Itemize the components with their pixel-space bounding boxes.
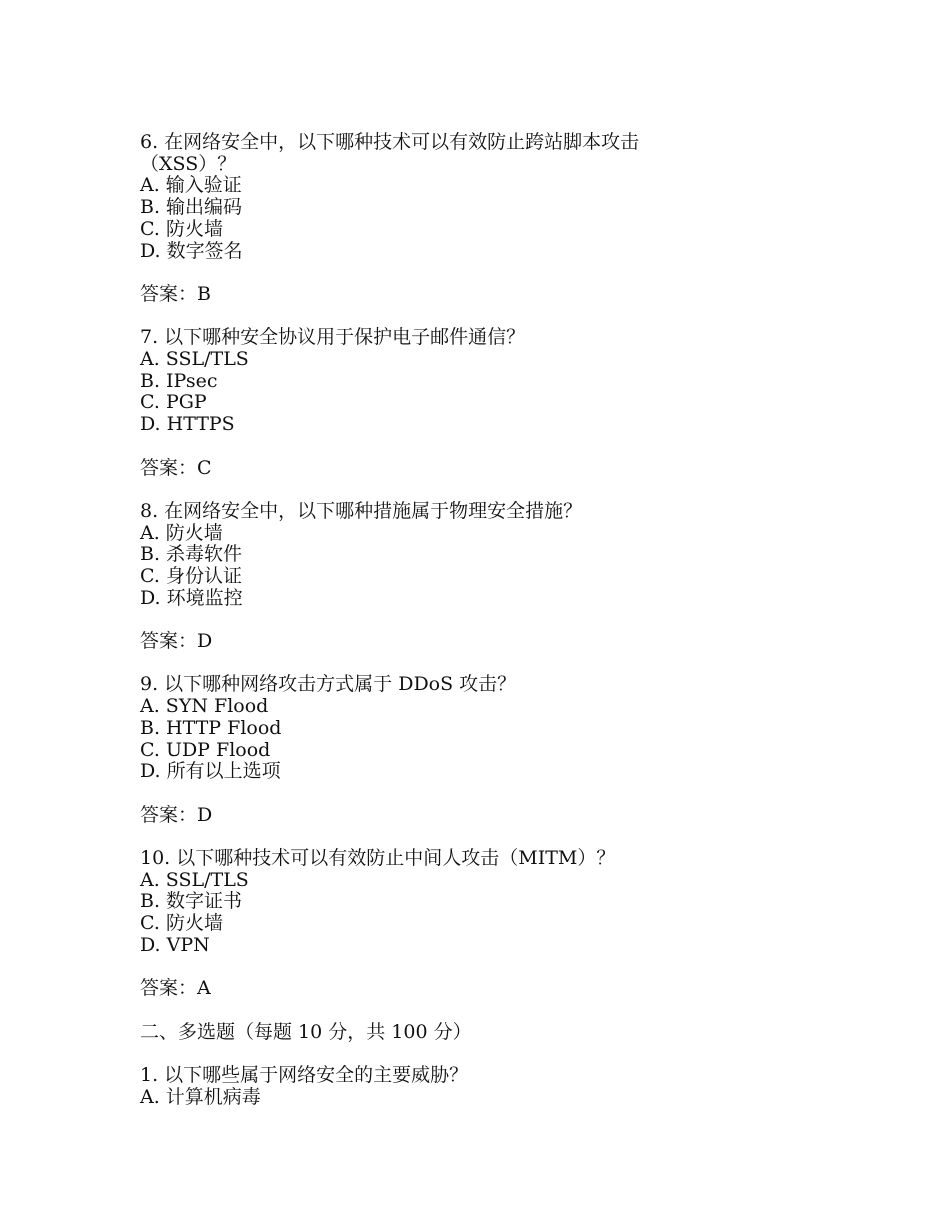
question-stem: 1. 以下哪些属于网络安全的主要威胁？ <box>140 1064 469 1087</box>
option-a: A. SYN Flood <box>140 695 269 718</box>
option-b: B. IPsec <box>140 369 218 392</box>
answer: 答案：D <box>140 803 213 826</box>
option-b: B. 杀毒软件 <box>140 543 243 566</box>
answer: 答案：B <box>140 282 211 305</box>
question-7 <box>140 327 840 501</box>
question-8 <box>140 501 840 675</box>
spacer <box>140 653 840 675</box>
option-a: A. 输入验证 <box>140 174 242 197</box>
spacer <box>140 957 840 979</box>
answer: 答案：A <box>140 977 211 1000</box>
option-d: D. 数字签名 <box>140 239 243 262</box>
option-b: B. HTTP Flood <box>140 716 282 739</box>
option-d: D. 所有以上选项 <box>140 760 281 783</box>
question-stem: 9. 以下哪种网络攻击方式属于 DDoS 攻击？ <box>140 673 517 696</box>
question-stem: 10. 以下哪种技术可以有效防止中间人攻击（MITM）？ <box>140 847 616 870</box>
option-a: A. 防火墙 <box>140 521 223 544</box>
option-c: C. 身份认证 <box>140 565 242 587</box>
spacer <box>140 436 840 458</box>
option-c: C. UDP Flood <box>140 738 271 761</box>
spacer <box>140 306 840 328</box>
option-d: D. HTTPS <box>140 413 235 436</box>
question-stem: （XSS）？ <box>140 152 237 175</box>
spacer <box>140 479 840 501</box>
option-a: A. SSL/TLS <box>140 868 249 891</box>
question-stem: 6. 在网络安全中，以下哪种技术可以有效防止跨站脚本攻击 <box>140 131 640 153</box>
answer: 答案：D <box>140 630 213 653</box>
question-stem: 7. 以下哪种安全协议用于保护电子邮件通信？ <box>140 326 526 349</box>
option-b: B. 输出编码 <box>140 196 243 219</box>
option-b: B. 数字证书 <box>140 890 243 913</box>
exam-page <box>140 132 840 1108</box>
question-10 <box>140 848 840 1022</box>
spacer <box>140 826 840 848</box>
option-c: C. 防火墙 <box>140 912 223 935</box>
answer: 答案：C <box>140 456 212 479</box>
option-d: D. 环境监控 <box>140 586 243 609</box>
spacer <box>140 1043 840 1065</box>
question-6 <box>140 132 840 327</box>
option-c: C. 防火墙 <box>140 217 223 240</box>
spacer <box>140 1000 840 1022</box>
question-9 <box>140 674 840 848</box>
option-a: A. 计算机病毒 <box>140 1085 261 1108</box>
multi-question-1 <box>140 1065 840 1108</box>
spacer <box>140 262 840 284</box>
option-d: D. VPN <box>140 933 210 956</box>
spacer <box>140 609 840 631</box>
question-stem: 8. 在网络安全中，以下哪种措施属于物理安全措施？ <box>140 499 583 522</box>
spacer <box>140 783 840 805</box>
section-heading: 二、多选题（每题 10 分，共 100 分） <box>140 1020 472 1043</box>
option-a: A. SSL/TLS <box>140 348 249 370</box>
option-c: C. PGP <box>140 391 207 414</box>
